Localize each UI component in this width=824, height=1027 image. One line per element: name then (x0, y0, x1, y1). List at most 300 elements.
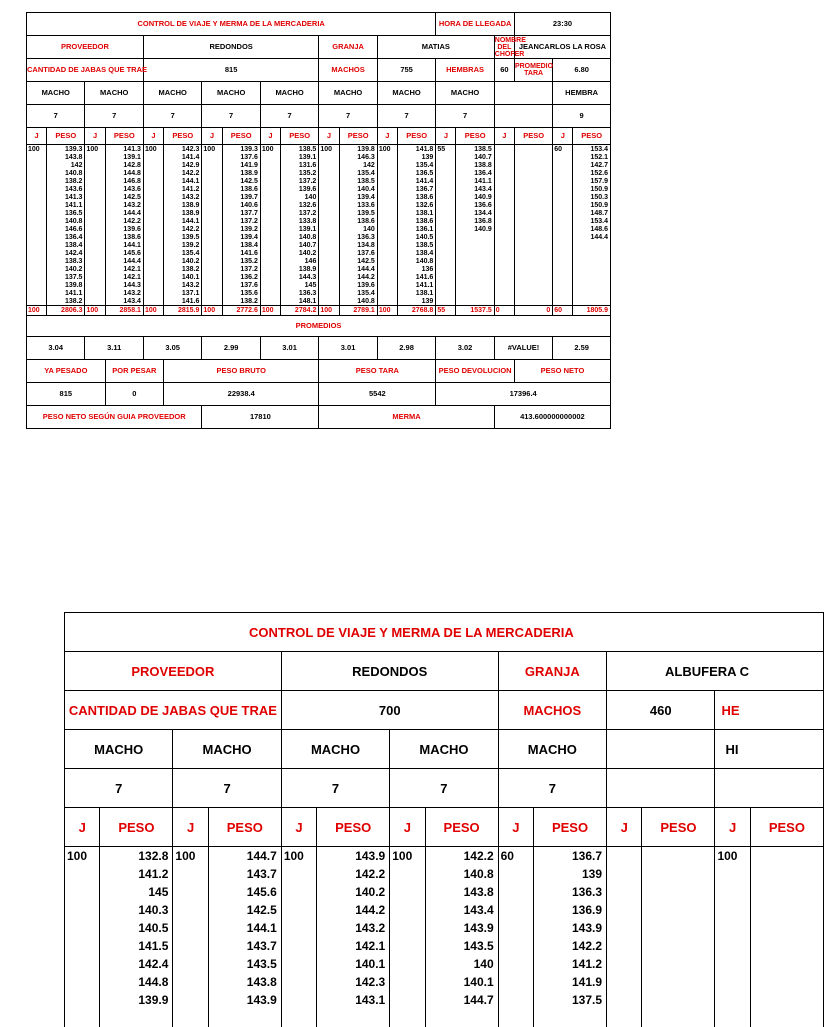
table-row (65, 955, 824, 973)
j-cell (715, 955, 750, 973)
table-row (65, 901, 824, 919)
peso-header: PESO (456, 128, 494, 145)
table-row (65, 973, 824, 991)
j-cell (715, 991, 750, 1009)
j-cell: 100 (377, 145, 397, 154)
promedio-value: 3.04 (27, 337, 85, 360)
j-cell (173, 973, 208, 991)
promedio-value: #VALUE! (494, 337, 552, 360)
peso-cell: 144.4 (573, 233, 611, 241)
peso-cell: 139.9 (100, 991, 173, 1009)
peso-cell: 143.2 (105, 201, 143, 209)
peso-cell: 145 (281, 281, 319, 289)
table-row (65, 991, 824, 1009)
total-peso: 2768.8 (397, 306, 435, 316)
peso-cell: 136.8 (456, 217, 494, 225)
peso-cell: 137.5 (534, 991, 607, 1009)
peso-cell: 140.1 (425, 973, 498, 991)
peso-cell: 140.9 (456, 193, 494, 201)
sheet2-granja-label: GRANJA (498, 652, 606, 691)
peso-cell: 146.3 (339, 153, 377, 161)
peso-cell: 144.1 (164, 217, 202, 225)
peso-cell: 144.3 (281, 273, 319, 281)
peso-cell: 140.8 (281, 233, 319, 241)
peso-cell: 152.6 (573, 169, 611, 177)
peso-cell (642, 991, 715, 1009)
peso-cell: 140.2 (281, 249, 319, 257)
peso-cell (100, 1009, 173, 1027)
peso-cell: 143.7 (208, 865, 281, 883)
group-type: MACHO (260, 82, 318, 105)
por-pesar-label: POR PESAR (105, 360, 163, 383)
group-count: 7 (377, 105, 436, 128)
j-cell (715, 919, 750, 937)
group-type: HI (715, 730, 824, 769)
peso-cell: 136.1 (397, 225, 435, 233)
group-count: 7 (65, 769, 173, 808)
peso-cell: 142.4 (47, 249, 85, 257)
peso-cell: 142.2 (105, 217, 143, 225)
j-header: J (319, 128, 339, 145)
j-cell (607, 973, 642, 991)
j-header: J (390, 808, 425, 847)
group-count: 7 (27, 105, 85, 128)
peso-cell: 140.1 (164, 273, 202, 281)
total-peso: 1537.5 (456, 306, 494, 316)
j-cell (173, 991, 208, 1009)
peso-cell: 144.8 (105, 169, 143, 177)
peso-cell: 136.7 (397, 185, 435, 193)
j-cell (498, 865, 533, 883)
peso-cell: 136.2 (222, 273, 260, 281)
peso-cell: 137.2 (281, 177, 319, 185)
promedio-value: 2.59 (553, 337, 611, 360)
peso-cell: 134.8 (339, 241, 377, 249)
peso-cell: 152.1 (573, 153, 611, 161)
peso-cell: 142.2 (534, 937, 607, 955)
peso-cell: 139 (534, 865, 607, 883)
promedio-value: 3.11 (85, 337, 143, 360)
peso-neto-label: PESO NETO (514, 360, 610, 383)
peso-cell: 138.5 (456, 145, 494, 154)
jabas-label: CANTIDAD DE JABAS QUE TRAE (27, 59, 144, 82)
peso-cell: 143.2 (105, 289, 143, 297)
group-count: 7 (390, 769, 498, 808)
machos-label: MACHOS (319, 59, 377, 82)
peso-cell: 140.6 (222, 201, 260, 209)
peso-cell: 140.1 (317, 955, 390, 973)
group-type: HEMBRA (553, 82, 611, 105)
peso-cell: 141.2 (164, 185, 202, 193)
j-cell: 100 (202, 145, 222, 154)
sheet2-hembras-label: HE (715, 691, 824, 730)
peso-cell: 142.8 (105, 161, 143, 169)
travel-control-sheet-2 (64, 612, 824, 1027)
j-cell: 55 (436, 145, 456, 154)
sheet2-jabas-value: 700 (281, 691, 498, 730)
group-count (607, 769, 715, 808)
granja-label: GRANJA (319, 36, 377, 59)
peso-cell: 137.6 (222, 281, 260, 289)
peso-cell: 137.6 (222, 153, 260, 161)
peso-cell: 134.4 (456, 209, 494, 217)
peso-header: PESO (208, 808, 281, 847)
peso-cell: 143.8 (208, 973, 281, 991)
total-j: 100 (260, 306, 280, 316)
peso-header: PESO (317, 808, 390, 847)
peso-cell: 140.3 (100, 901, 173, 919)
peso-cell: 141.2 (100, 865, 173, 883)
peso-cell: 141.9 (222, 161, 260, 169)
j-header: J (498, 808, 533, 847)
peso-cell: 138.5 (339, 177, 377, 185)
peso-cell: 138.3 (47, 257, 85, 265)
peso-cell: 136 (397, 265, 435, 273)
peso-header: PESO (573, 128, 611, 145)
granja-value: MATIAS (377, 36, 494, 59)
promedio-value: 2.99 (202, 337, 260, 360)
j-header: J (553, 128, 573, 145)
total-peso: 0 (514, 306, 552, 316)
peso-cell: 135.4 (164, 249, 202, 257)
j-cell: 100 (390, 847, 425, 866)
peso-cell (750, 955, 823, 973)
peso-cell: 135.2 (281, 169, 319, 177)
peso-cell (750, 847, 823, 866)
j-cell (65, 991, 100, 1009)
peso-cell: 141.3 (47, 193, 85, 201)
peso-cell (750, 937, 823, 955)
peso-cell: 135.4 (397, 161, 435, 169)
peso-cell: 138.2 (47, 177, 85, 185)
peso-cell: 137.1 (164, 289, 202, 297)
peso-cell: 145.6 (208, 883, 281, 901)
peso-header: PESO (47, 128, 85, 145)
group-count: 7 (498, 769, 606, 808)
j-cell (607, 991, 642, 1009)
peso-cell: 143.4 (105, 297, 143, 306)
peso-cell: 138.4 (397, 249, 435, 257)
j-cell (390, 901, 425, 919)
peso-cell: 141.1 (47, 289, 85, 297)
hora-label: HORA DE LLEGADA (436, 13, 515, 36)
total-peso: 2858.1 (105, 306, 143, 316)
j-cell (498, 991, 533, 1009)
peso-cell (642, 865, 715, 883)
sheet2-machos-value: 460 (607, 691, 715, 730)
peso-cell: 143.9 (425, 919, 498, 937)
peso-cell (642, 937, 715, 955)
j-header: J (27, 128, 47, 145)
sheet-title: CONTROL DE VIAJE Y MERMA DE LA MERCADERIA (27, 13, 436, 36)
peso-cell: 142 (339, 161, 377, 169)
total-peso: 2806.3 (47, 306, 85, 316)
peso-cell: 138.9 (222, 169, 260, 177)
j-cell (281, 991, 316, 1009)
peso-cell: 140.7 (281, 241, 319, 249)
j-cell: 60 (498, 847, 533, 866)
j-header: J (715, 808, 750, 847)
group-type: MACHO (65, 730, 173, 769)
j-cell (65, 955, 100, 973)
peso-cell: 144.2 (339, 273, 377, 281)
promedio-value: 2.98 (377, 337, 436, 360)
j-header: J (65, 808, 100, 847)
peso-cell: 140.7 (456, 153, 494, 161)
peso-cell: 143.2 (164, 193, 202, 201)
peso-cell: 138.2 (222, 297, 260, 306)
group-count: 7 (260, 105, 318, 128)
peso-cell (750, 973, 823, 991)
peso-cell (642, 1009, 715, 1027)
guia-value: 17810 (202, 406, 319, 429)
j-cell (281, 919, 316, 937)
peso-cell: 144.1 (164, 177, 202, 185)
peso-header: PESO (339, 128, 377, 145)
j-cell: 100 (319, 145, 339, 154)
j-cell (65, 883, 100, 901)
j-cell (607, 937, 642, 955)
sheet2-proveedor-label: PROVEEDOR (65, 652, 282, 691)
promedio-value: 3.05 (143, 337, 201, 360)
j-cell: 100 (65, 847, 100, 866)
peso-cell: 141.1 (397, 281, 435, 289)
peso-cell: 150.9 (573, 201, 611, 209)
peso-cell: 140.8 (397, 257, 435, 265)
peso-cell: 138.5 (281, 145, 319, 154)
chofer-label: NOMBRE DEL CHOFER (494, 36, 526, 58)
peso-cell (642, 847, 715, 866)
peso-cell: 140.2 (47, 265, 85, 273)
peso-cell (750, 901, 823, 919)
j-cell (281, 865, 316, 883)
peso-cell: 143.9 (208, 991, 281, 1009)
table-row (65, 1009, 824, 1027)
j-cell (715, 1009, 750, 1027)
j-header: J (143, 128, 163, 145)
peso-cell: 132.6 (397, 201, 435, 209)
peso-cell: 143.4 (456, 185, 494, 193)
peso-cell: 139.8 (47, 281, 85, 289)
j-cell (281, 937, 316, 955)
peso-cell: 136.9 (534, 901, 607, 919)
j-header: J (281, 808, 316, 847)
peso-cell: 140 (425, 955, 498, 973)
peso-cell: 141.1 (456, 177, 494, 185)
peso-cell: 140.5 (397, 233, 435, 241)
peso-cell: 138.1 (397, 289, 435, 297)
peso-cell: 146 (281, 257, 319, 265)
j-cell (498, 919, 533, 937)
peso-cell (208, 1009, 281, 1027)
peso-cell: 139 (397, 153, 435, 161)
peso-tara-label: PESO TARA (319, 360, 436, 383)
j-cell (715, 973, 750, 991)
peso-cell: 138.6 (222, 185, 260, 193)
total-j: 100 (85, 306, 105, 316)
j-cell (498, 883, 533, 901)
group-type: MACHO (143, 82, 201, 105)
peso-header: PESO (222, 128, 260, 145)
j-header: J (202, 128, 222, 145)
j-cell: 60 (553, 145, 573, 154)
peso-cell: 144.4 (105, 209, 143, 217)
group-count: 7 (173, 769, 281, 808)
peso-cell: 142.2 (164, 169, 202, 177)
peso-cell: 144.1 (105, 241, 143, 249)
j-cell (173, 883, 208, 901)
j-cell (390, 955, 425, 973)
peso-cell: 142.9 (164, 161, 202, 169)
j-cell (390, 883, 425, 901)
peso-cell: 138.9 (281, 265, 319, 273)
peso-cell (642, 919, 715, 937)
peso-cell: 137.5 (47, 273, 85, 281)
peso-cell: 136.3 (281, 289, 319, 297)
j-header: J (607, 808, 642, 847)
group-type: MACHO (281, 730, 389, 769)
peso-cell: 141.6 (222, 249, 260, 257)
hembras-value: 60 (494, 59, 514, 82)
peso-header: PESO (425, 808, 498, 847)
peso-cell: 144.2 (317, 901, 390, 919)
peso-cell: 141.2 (534, 955, 607, 973)
peso-cell: 138.6 (397, 217, 435, 225)
peso-cell: 142.5 (208, 901, 281, 919)
peso-cell: 136.4 (47, 233, 85, 241)
j-cell (390, 1009, 425, 1027)
peso-cell: 138.4 (47, 241, 85, 249)
peso-cell: 139.7 (222, 193, 260, 201)
peso-cell: 140.2 (317, 883, 390, 901)
total-j: 100 (202, 306, 222, 316)
peso-cell: 144.1 (208, 919, 281, 937)
peso-cell: 144.4 (105, 257, 143, 265)
group-type: MACHO (27, 82, 85, 105)
peso-cell (750, 865, 823, 883)
peso-cell: 141.1 (47, 201, 85, 209)
j-cell: 100 (143, 145, 163, 154)
table-row (65, 883, 824, 901)
peso-cell: 132.8 (100, 847, 173, 866)
peso-cell: 137.2 (222, 217, 260, 225)
peso-bruto-value: 22938.4 (164, 383, 319, 406)
j-cell: 100 (27, 145, 47, 154)
peso-cell: 143.2 (317, 919, 390, 937)
total-j: 100 (143, 306, 163, 316)
j-cell (281, 883, 316, 901)
peso-cell: 140 (281, 193, 319, 201)
group-count: 7 (143, 105, 201, 128)
peso-cell: 137.6 (339, 249, 377, 257)
sheet2-proveedor-value: REDONDOS (281, 652, 498, 691)
group-type: MACHO (436, 82, 494, 105)
table-row (65, 937, 824, 955)
hora-value: 23:30 (514, 13, 610, 36)
j-header: J (173, 808, 208, 847)
guia-label: PESO NETO SEGÚN GUIA PROVEEDOR (27, 406, 202, 429)
peso-cell: 142.3 (317, 973, 390, 991)
j-cell (281, 901, 316, 919)
peso-header: PESO (750, 808, 823, 847)
table-row (65, 865, 824, 883)
peso-cell: 139.8 (339, 145, 377, 154)
peso-neto-value: 17396.4 (436, 383, 611, 406)
peso-cell: 142.5 (339, 257, 377, 265)
promedio-value: 3.01 (319, 337, 377, 360)
j-cell (715, 901, 750, 919)
peso-cell: 140.2 (164, 257, 202, 265)
total-peso: 2815.9 (164, 306, 202, 316)
peso-cell: 143.8 (425, 883, 498, 901)
peso-cell: 140.8 (339, 297, 377, 306)
chofer-value: JEANCARLOS LA ROSA (514, 36, 610, 59)
peso-cell: 143.7 (208, 937, 281, 955)
j-cell (390, 991, 425, 1009)
peso-cell: 139.4 (339, 193, 377, 201)
peso-cell: 143.6 (105, 185, 143, 193)
peso-header: PESO (105, 128, 143, 145)
peso-cell: 139.5 (164, 233, 202, 241)
peso-cell: 139.1 (281, 225, 319, 233)
peso-cell: 150.3 (573, 193, 611, 201)
peso-cell: 141.4 (397, 177, 435, 185)
j-cell (281, 1009, 316, 1027)
peso-cell: 140.8 (47, 169, 85, 177)
j-cell (65, 919, 100, 937)
group-count: 7 (85, 105, 143, 128)
j-header: J (494, 128, 514, 145)
peso-header: PESO (164, 128, 202, 145)
group-type: MACHO (85, 82, 143, 105)
peso-cell: 139.6 (105, 225, 143, 233)
peso-cell: 143.5 (425, 937, 498, 955)
group-count: 7 (319, 105, 377, 128)
j-cell (498, 1009, 533, 1027)
peso-cell: 144.7 (425, 991, 498, 1009)
j-header: J (260, 128, 280, 145)
peso-cell: 141.6 (397, 273, 435, 281)
j-cell (498, 901, 533, 919)
group-type: MACHO (498, 730, 606, 769)
sheet2-jabas-label: CANTIDAD DE JABAS QUE TRAE (65, 691, 282, 730)
peso-cell (425, 1009, 498, 1027)
peso-cell: 142.2 (164, 225, 202, 233)
j-cell: 100 (715, 847, 750, 866)
peso-cell: 138.8 (456, 161, 494, 169)
total-j: 100 (319, 306, 339, 316)
j-cell (390, 865, 425, 883)
group-count: 7 (281, 769, 389, 808)
tara-label: PROMEDIO TARA (514, 59, 552, 82)
j-cell (65, 901, 100, 919)
ya-pesado-label: YA PESADO (27, 360, 106, 383)
total-j: 100 (27, 306, 47, 316)
peso-cell: 137.7 (222, 209, 260, 217)
total-peso: 2784.2 (281, 306, 319, 316)
peso-cell: 148.7 (573, 209, 611, 217)
j-cell (607, 955, 642, 973)
tara-value: 6.80 (553, 59, 611, 82)
peso-cell: 139.1 (281, 153, 319, 161)
peso-cell (750, 1009, 823, 1027)
peso-cell: 143.9 (534, 919, 607, 937)
sheet2-title: CONTROL DE VIAJE Y MERMA DE LA MERCADERIA (65, 613, 824, 652)
proveedor-label: PROVEEDOR (27, 36, 144, 59)
peso-cell: 144.7 (208, 847, 281, 866)
j-cell (715, 883, 750, 901)
peso-cell: 142.4 (100, 955, 173, 973)
